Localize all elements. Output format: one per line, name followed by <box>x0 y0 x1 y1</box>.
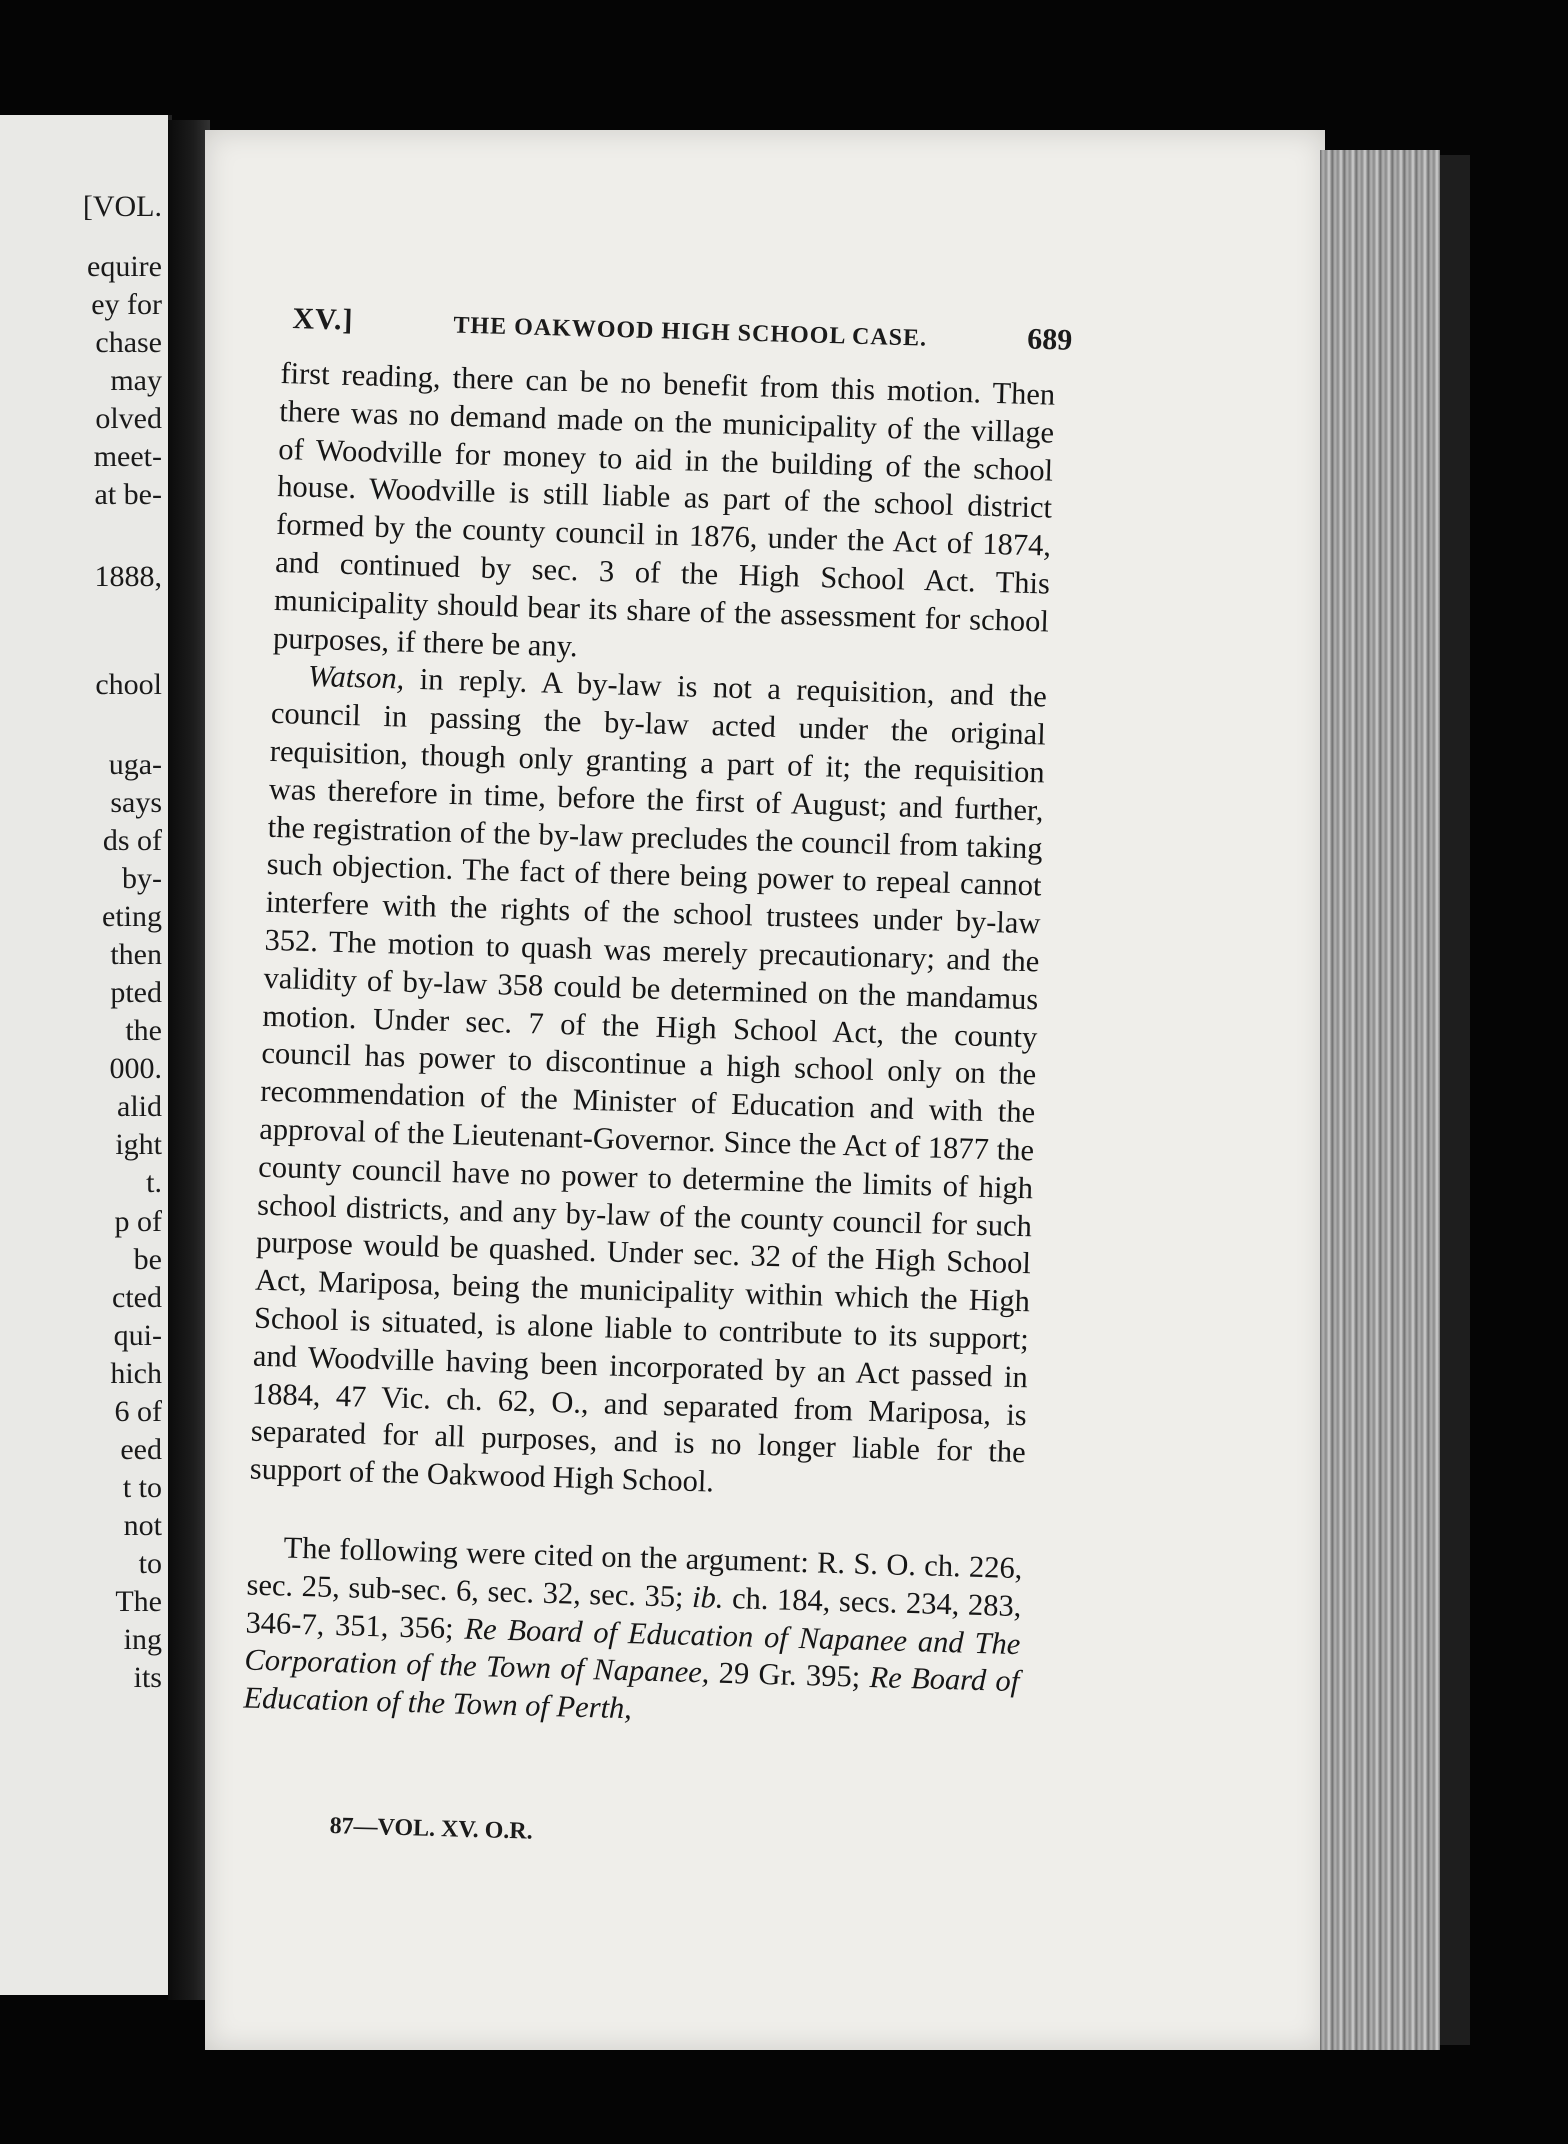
signature-mark: 87—VOL. XV. O.R. <box>329 1813 534 1845</box>
facing-page-line: to <box>138 1547 162 1580</box>
book-gutter <box>168 120 210 2000</box>
facing-page-line: be <box>133 1243 162 1276</box>
facing-page-line: hich <box>110 1357 162 1390</box>
facing-page-line: 6 of <box>114 1395 162 1428</box>
facing-page-line: alid <box>117 1090 162 1123</box>
citations-text-a: The following were cited on the argument: R. S. O. ch. 226, sec. 25, sub-sec. 6, sec. 32, sec. 35; <box>246 1530 1023 1614</box>
page-block-edges <box>1320 150 1440 2050</box>
facing-page-line: the <box>125 1014 162 1047</box>
facing-page-line: cted <box>112 1281 162 1314</box>
citation-ibid: ib. <box>691 1579 724 1615</box>
facing-page-left <box>0 115 172 1995</box>
header-title: THE OAKWOOD HIGH SCHOOL CASE. <box>453 312 928 352</box>
facing-page-line: t. <box>146 1166 162 1199</box>
facing-page-line: uga- <box>108 748 162 781</box>
paragraph-reply <box>249 657 1047 1510</box>
paragraph-citations <box>243 1528 1023 1739</box>
facing-page-line: at be- <box>94 478 162 511</box>
facing-page-line: eting <box>102 900 162 933</box>
facing-page-line: its <box>133 1661 162 1694</box>
citation-case-perth: Re Board of Education of the Town of Perth, <box>243 1660 1020 1726</box>
reply-text: in reply. A by-law is not a requisition, and the council in passing the by-law acted under the original requisition, though only granting a part of it; the requisition was therefore in time, before the first of August; and further, the registration of the by-law precludes the council from taking such objection. The fact of there being power to repeal cannot interfere with the rights of the school trustees under by-law 352. The motion to quash was merely precautionary; and the validity of by-law 358 could be determined on the mandamus motion. Under sec. 7 of the High School Act, the county council has power to discontinue a high school only on the recommendation of the Minister of Education and with the approval of the Lieutenant-Governor. Since the Act of 1877 the county council have no power to determine the limits of high school districts, and any by-law of the county council for such purpose would be quashed. Under sec. 32 of the High School Act, Mariposa, being the municipality within which the High School is situated, is alone liable to contribute to its support; and Woodville having been incorporated by an Act passed in 1884, 47 Vic. ch. 62, O., and separated from Mariposa, is separated for all purposes, and is no longer liable for the support of the Oakwood High School. <box>249 661 1048 1499</box>
facing-page-line: qui- <box>113 1319 162 1352</box>
page-number: 689 <box>1026 322 1073 357</box>
facing-page-line: by- <box>122 862 162 895</box>
facing-page-line: eed <box>120 1433 162 1466</box>
paragraph-argument: first reading, there can be no benefit from this motion. Then there was no demand made on the municipality of the village of Woodville for money to aid in the building of the school house. Woodville is still liable as part of the school district formed by the county council in 1876, under the Act of 1874, and continued by sec. 3 of the High School Act. This municipality should bear its share of the assessment for school purposes, if there be any. <box>272 355 1056 663</box>
facing-page-line: [VOL. <box>82 190 162 223</box>
facing-page-line: ight <box>115 1128 162 1161</box>
facing-page-line: 1888, <box>94 560 162 593</box>
facing-page-line: ey for <box>91 288 162 321</box>
facing-page-line: chool <box>95 668 162 701</box>
running-header <box>292 302 1073 358</box>
facing-page-line: chase <box>95 326 162 359</box>
facing-page-line: olved <box>95 402 162 435</box>
counsel-name: Watson, <box>307 659 405 696</box>
citations-text-b: ch. 184, secs. 234, 283, 346-7, 351, 356; <box>245 1580 1022 1646</box>
facing-page-line: p of <box>114 1205 162 1238</box>
facing-page-line: The <box>115 1585 162 1618</box>
facing-page-line: then <box>110 938 162 971</box>
facing-page-line: may <box>110 364 162 397</box>
facing-page-line: says <box>110 786 162 819</box>
header-volume: XV.] <box>292 302 354 337</box>
facing-page-line: pted <box>110 976 162 1009</box>
facing-page-line: ds of <box>102 824 162 857</box>
facing-page-line: ing <box>123 1623 162 1656</box>
facing-page-line: 000. <box>109 1052 162 1085</box>
book-cover-edge <box>1440 155 1470 2045</box>
facing-page-line: t to <box>122 1471 162 1504</box>
facing-page-line: equire <box>87 250 162 283</box>
facing-page-line: meet- <box>93 440 162 473</box>
book-page <box>205 130 1325 2050</box>
facing-page-line: not <box>123 1509 162 1542</box>
citation-case-napanee: Re Board of Education of Napanee and The Corporation of the Town of Napanee, <box>244 1611 1021 1690</box>
citations-text-c: 29 Gr. 395; <box>708 1655 871 1695</box>
body-text <box>243 355 1056 1739</box>
